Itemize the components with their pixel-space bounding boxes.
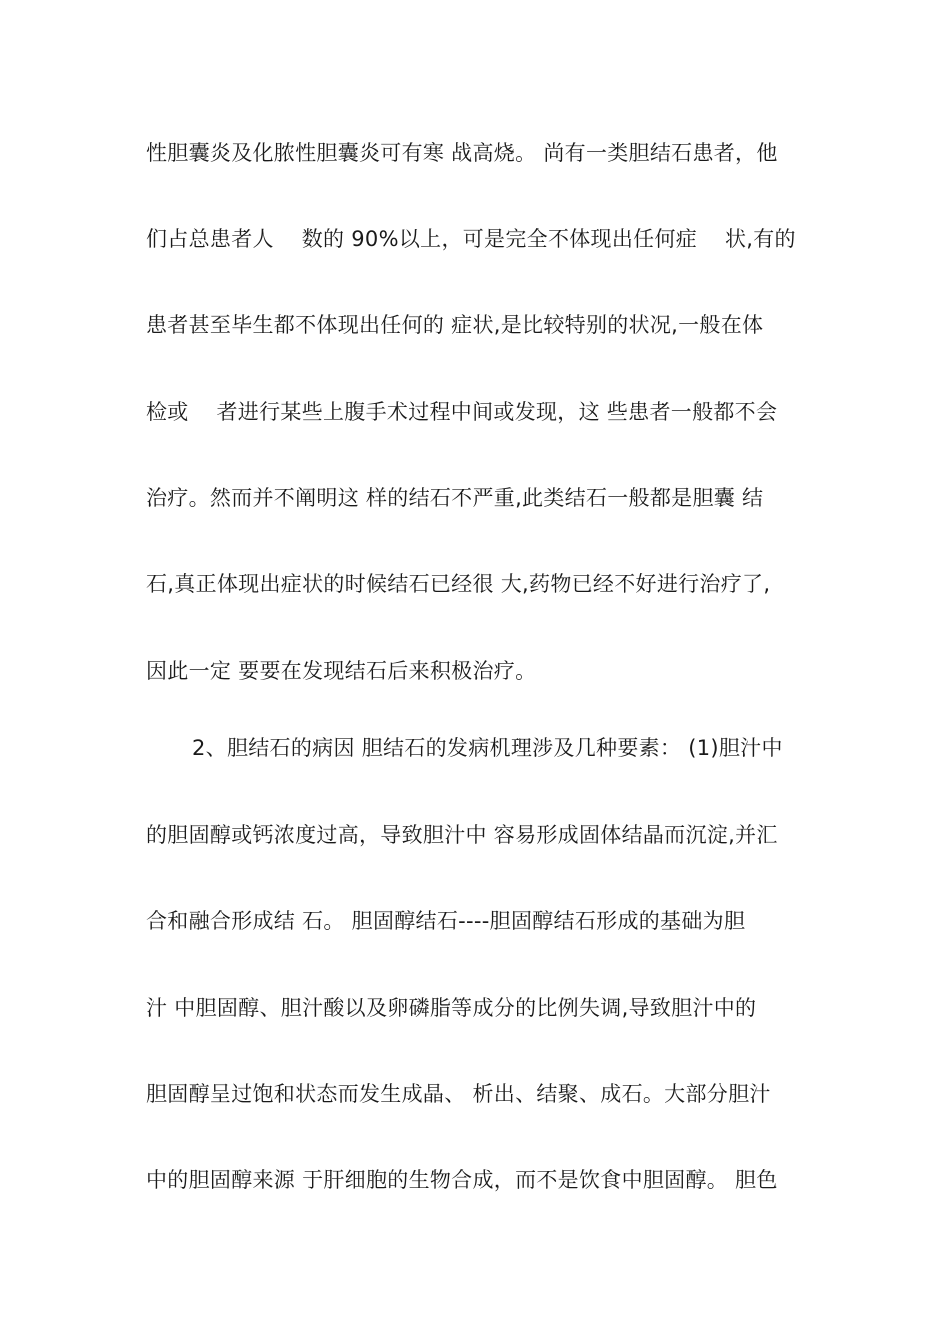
text-line-9: 的胆固醇或钙浓度过高，导致胆汁中 容易形成固体结晶而沉淀,并汇: [146, 823, 778, 847]
section-heading-line: 2、胆结石的病因 胆结石的发病机理涉及几种要素： (1)胆汁中: [192, 736, 783, 760]
text-line-13: 中的胆固醇来源 于肝细胞的生物合成，而不是饮食中胆固醇。 胆色: [146, 1168, 778, 1192]
text-line-2: 们占总患者人 数的 90%以上，可是完全不体现出任何症 状,有的: [146, 227, 796, 251]
text-line-7: 因此一定 要要在发现结石后来积极治疗。: [146, 659, 537, 683]
text-line-5: 治疗。然而并不阐明这 样的结石不严重,此类结石一般都是胆囊 结: [146, 486, 764, 510]
text-line-12: 胆固醇呈过饱和状态而发生成晶、 析出、结聚、成石。大部分胆汁: [146, 1082, 771, 1106]
text-line-3: 患者甚至毕生都不体现出任何的 症状,是比较特别的状况,一般在体: [146, 313, 764, 337]
text-line-11: 汁 中胆固醇、胆汁酸以及卵磷脂等成分的比例失调,导致胆汁中的: [146, 996, 757, 1020]
text-line-6: 石,真正体现出症状的时候结石已经很 大,药物已经不好进行治疗了,: [146, 572, 771, 596]
text-line-4: 检或 者进行某些上腹手术过程中间或发现，这 些患者一般都不会: [146, 400, 778, 424]
text-line-1: 性胆囊炎及化脓性胆囊炎可有寒 战高烧。 尚有一类胆结石患者，他: [146, 141, 778, 165]
text-line-10: 合和融合形成结 石。 胆固醇结石----胆固醇结石形成的基础为胆: [146, 909, 746, 933]
